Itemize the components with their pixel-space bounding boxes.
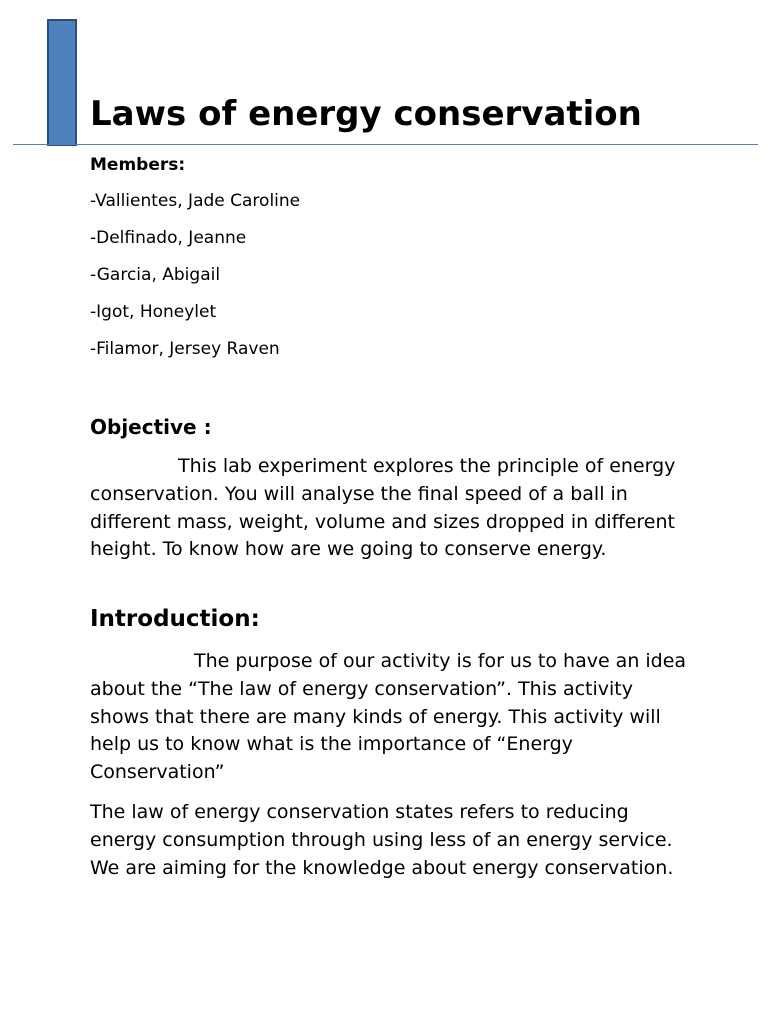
member-item: -Vallientes, Jade Caroline (90, 191, 301, 211)
objective-paragraph: This lab experiment explores the principle of energy conservation. You will analyse the final speed of a ball in different mass, weight, volume and sizes dropped in different height. To know how are we going to conserve energy. (90, 455, 676, 561)
title-divider (13, 144, 758, 145)
introduction-heading: Introduction: (90, 606, 260, 632)
member-item: -Garcia, Abigail (90, 265, 221, 285)
introduction-paragraph: The law of energy conservation states refers to reducing energy consumption through using less of an energy service. We are aiming for the knowledge about energy conservation. (90, 801, 674, 879)
introduction-paragraph: The purpose of our activity is for us to have an idea about the “The law of energy conservation”. This activity shows that there are many kinds of energy. This activity will help us to know what is the importance of “Energy Conservation” (90, 650, 687, 784)
members-label: Members: (90, 155, 186, 175)
member-item: -Filamor, Jersey Raven (90, 339, 280, 359)
document-title: Laws of energy conservation (90, 94, 642, 134)
member-list (90, 190, 300, 375)
member-item: -Delfinado, Jeanne (90, 228, 247, 248)
member-item: -Igot, Honeylet (90, 302, 217, 322)
objective-heading: Objective : (90, 415, 212, 439)
title-accent-bar (47, 19, 77, 146)
